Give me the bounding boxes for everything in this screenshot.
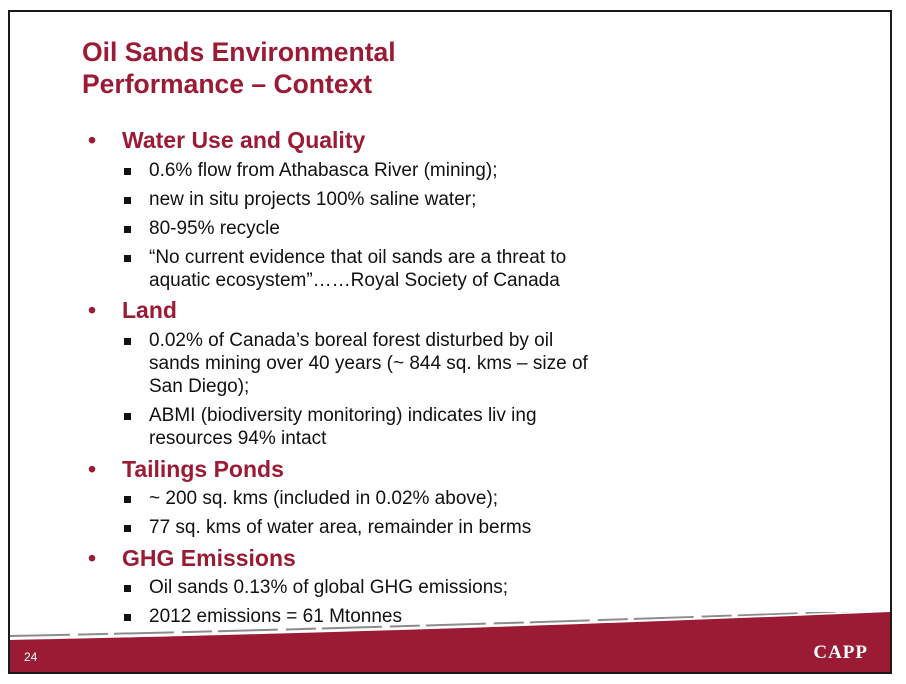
sub-bullet-icon: [124, 413, 131, 420]
list-item: 80-95% recycle: [149, 218, 280, 239]
slide-title-line-1: Oil Sands Environmental: [82, 37, 396, 67]
list-item: ABMI (biodiversity monitoring) indicates liv ing resources 94% intact: [149, 405, 537, 449]
list-item: new in situ projects 100% saline water;: [149, 189, 477, 210]
sub-bullet-icon: [124, 585, 131, 592]
slide: [8, 10, 892, 674]
capp-logo: CAPP: [813, 642, 868, 663]
section-bullet-icon: •: [88, 545, 97, 571]
section-bullet-icon: •: [88, 456, 97, 482]
list-item: ~ 200 sq. kms (included in 0.02% above);: [149, 488, 499, 509]
list-item: 77 sq. kms of water area, remainder in berms: [149, 517, 532, 538]
section-heading-water: Water Use and Quality: [122, 127, 366, 153]
sub-bullet-icon: [124, 226, 131, 233]
slide-title-line-2: Performance – Context: [82, 69, 373, 99]
page-number: 24: [24, 650, 38, 664]
sub-bullet-icon: [124, 255, 131, 262]
list-item: Oil sands 0.13% of global GHG emissions;: [149, 577, 509, 598]
sub-bullet-icon: [124, 525, 131, 532]
list-item: 0.6% flow from Athabasca River (mining);: [149, 160, 498, 181]
section-heading-ghg: GHG Emissions: [122, 545, 296, 571]
list-item: 0.02% of Canada’s boreal forest disturbed by oil sands mining over 40 years (~ 844 sq. kms – size of San Diego);: [149, 330, 588, 397]
section-heading-land: Land: [122, 297, 177, 323]
section-bullet-icon: •: [88, 297, 97, 323]
sub-bullet-icon: [124, 338, 131, 345]
footer-band: [10, 612, 890, 672]
list-item: “No current evidence that oil sands are a threat to aquatic ecosystem”……Royal Society of Canada: [149, 247, 567, 291]
section-heading-tailings: Tailings Ponds: [122, 456, 284, 482]
slide-title: [82, 36, 682, 100]
sub-bullet-icon: [124, 496, 131, 503]
section-bullet-icon: •: [88, 127, 97, 153]
sub-bullet-icon: [124, 197, 131, 204]
sub-bullet-icon: [124, 168, 131, 175]
list-item: 2012 emissions = 61 Mtonnes: [149, 606, 402, 627]
